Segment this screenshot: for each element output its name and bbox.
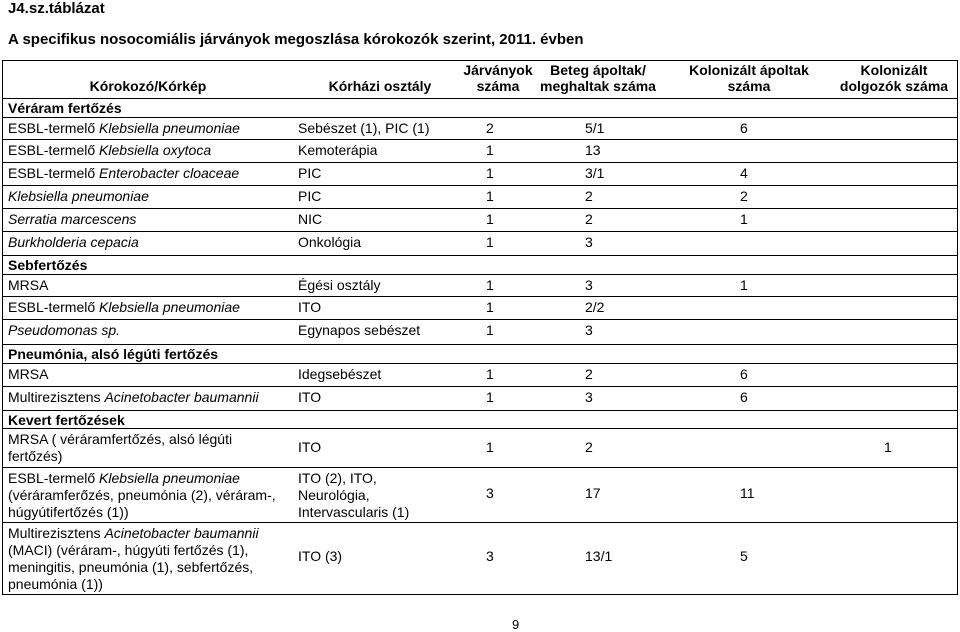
section-title: Véráram fertőzés <box>8 100 122 116</box>
header-patients <box>528 62 668 94</box>
pathogen-text: ESBL-termelő <box>8 165 100 181</box>
outbreaks-cell: 1 <box>486 277 494 293</box>
section-title: Pneumónia, alsó légúti fertőzés <box>8 346 219 362</box>
row-rule <box>2 231 958 232</box>
row-rule <box>2 467 958 468</box>
pathogen-text: Acinetobacter baumannii <box>104 389 259 405</box>
outbreaks-cell: 2 <box>486 120 494 136</box>
pathogen-text: (véráramferőzés, pneumónia (2), véráram-, húgyútifertőzés (1)) <box>8 487 276 520</box>
pathogen-text: MRSA ( véráramfertőzés, alsó légúti fertőzés) <box>8 431 233 464</box>
pathogen-text: MRSA <box>8 277 49 293</box>
patients-cell: 13/1 <box>585 548 613 564</box>
pathogen-text: Multirezisztens <box>8 389 105 405</box>
section-title: Kevert fertőzések <box>8 412 125 428</box>
table-title: A specifikus nosocomiális járványok megoszlása kórokozók szerint, 2011. évben <box>8 31 584 48</box>
pathogen-text: Enterobacter cloaceae <box>99 165 240 181</box>
col-patients-cell: 4 <box>740 165 748 181</box>
col-patients-cell: 1 <box>740 211 748 227</box>
ward-cell: Egynapos sebészet <box>298 322 421 338</box>
pathogen-cell <box>8 120 286 137</box>
outbreaks-cell: 3 <box>486 548 494 564</box>
pathogen-text: Klebsiella pneumoniae <box>99 299 240 315</box>
pathogen-cell <box>8 322 286 339</box>
pathogen-cell <box>8 234 286 251</box>
row-rule <box>2 386 958 387</box>
pathogen-text: Klebsiella pneumoniae <box>99 120 240 136</box>
pathogen-text: Klebsiella pneumoniae <box>8 188 149 204</box>
patients-cell: 3/1 <box>585 165 605 181</box>
row-rule <box>2 296 958 297</box>
section-rule <box>2 410 958 411</box>
ward-cell: Égési osztály <box>298 277 381 293</box>
outbreaks-cell: 1 <box>486 439 494 455</box>
ward-cell: ITO <box>298 299 322 315</box>
pathogen-text: ESBL-termelő <box>8 299 100 315</box>
pathogen-cell <box>8 525 286 593</box>
pathogen-text: Multirezisztens <box>8 525 105 541</box>
col-staff-cell: 1 <box>884 439 892 455</box>
row-rule <box>2 522 958 523</box>
header-outbreaks-line1: Járványok <box>463 62 533 78</box>
header-patients-line1: Beteg ápoltak/ <box>550 62 646 78</box>
col-patients-cell: 6 <box>740 120 748 136</box>
pathogen-cell <box>8 211 286 228</box>
ward-cell: ITO <box>298 389 322 405</box>
pathogen-text: ESBL-termelő <box>8 142 100 158</box>
header-ward: Kórházi osztály <box>328 78 432 94</box>
header-pathogen: Kórokozó/Kórkép <box>89 78 207 94</box>
col-patients-cell: 11 <box>740 485 755 501</box>
header-colonized-staff-line2: dolgozók száma <box>839 78 949 94</box>
row-rule <box>2 117 958 118</box>
pathogen-text: Serratia marcescens <box>8 211 137 227</box>
outbreaks-cell: 1 <box>486 234 494 250</box>
section-rule <box>2 255 958 256</box>
pathogen-text: Klebsiella pneumoniae <box>99 470 240 486</box>
outbreaks-cell: 1 <box>486 389 494 405</box>
outbreaks-cell: 3 <box>486 485 494 501</box>
outbreaks-cell: 1 <box>486 165 494 181</box>
ward-cell: PIC <box>298 188 322 204</box>
section-rule <box>2 344 958 345</box>
ward-cell: PIC <box>298 165 322 181</box>
section-rule <box>2 98 958 99</box>
row-rule <box>2 319 958 320</box>
patients-cell: 3 <box>585 277 593 293</box>
ward-cell: NIC <box>298 211 323 227</box>
pathogen-cell <box>8 431 286 465</box>
header-colonized-patients-line1: Kolonizált ápoltak <box>689 62 809 78</box>
row-rule <box>2 428 958 429</box>
pathogen-cell <box>8 277 286 294</box>
rule-bottom <box>2 594 958 595</box>
outbreaks-cell: 1 <box>486 142 494 158</box>
row-rule <box>2 185 958 186</box>
header-outbreaks-line2: száma <box>476 78 520 94</box>
outbreaks-cell: 1 <box>486 188 494 204</box>
patients-cell: 3 <box>585 234 593 250</box>
outbreaks-cell: 1 <box>486 299 494 315</box>
pathogen-text: ESBL-termelő <box>8 120 100 136</box>
pathogen-text: Acinetobacter baumannii <box>104 525 259 541</box>
row-rule <box>2 208 958 209</box>
pathogen-text: ESBL-termelő <box>8 470 100 486</box>
outbreaks-cell: 1 <box>486 322 494 338</box>
pathogen-cell <box>8 165 286 182</box>
header-colonized-patients <box>674 62 824 94</box>
pathogen-cell <box>8 366 286 383</box>
outbreaks-cell: 1 <box>486 366 494 382</box>
table-label: J4.sz.táblázat <box>8 0 105 17</box>
ward-cell: ITO <box>298 439 322 455</box>
pathogen-cell <box>8 188 286 205</box>
ward-cell: Onkológia <box>298 234 362 250</box>
pathogen-text: Burkholderia cepacia <box>8 234 139 250</box>
header-colonized-patients-line2: száma <box>727 78 771 94</box>
col-patients-cell: 2 <box>740 188 748 204</box>
patients-cell: 2 <box>585 439 593 455</box>
patients-cell: 13 <box>585 142 601 158</box>
col-patients-cell: 1 <box>740 277 748 293</box>
ward-cell: ITO (3) <box>298 548 343 564</box>
patients-cell: 5/1 <box>585 120 605 136</box>
rule-left <box>2 60 3 595</box>
page-number: 9 <box>512 617 520 632</box>
row-rule <box>2 363 958 364</box>
patients-cell: 3 <box>585 322 593 338</box>
patients-cell: 2 <box>585 211 593 227</box>
patients-cell: 17 <box>585 485 601 501</box>
patients-cell: 2 <box>585 188 593 204</box>
patients-cell: 2/2 <box>585 299 605 315</box>
header-colonized-staff-line1: Kolonizált <box>860 62 928 78</box>
ward-cell: Sebészet (1), PIC (1) <box>298 120 430 136</box>
pathogen-cell <box>8 470 286 521</box>
rule-right <box>957 60 958 595</box>
pathogen-cell <box>8 142 286 159</box>
rule-top <box>2 60 958 61</box>
col-patients-cell: 6 <box>740 389 748 405</box>
col-patients-cell: 5 <box>740 548 748 564</box>
ward-cell: ITO (2), ITO, Neurológia, Intervascularis (1) <box>298 470 410 520</box>
patients-cell: 2 <box>585 366 593 382</box>
pathogen-text: MRSA <box>8 366 49 382</box>
outbreaks-cell: 1 <box>486 211 494 227</box>
ward-cell: Kemoterápia <box>298 142 378 158</box>
pathogen-text: (MACI) (véráram-, húgyúti fertőzés (1), meningitis, pneumónia (1), sebfertőzés, pneumónia (1)) <box>8 542 254 592</box>
header-patients-line2: meghaltak száma <box>540 78 656 94</box>
section-title: Sebfertőzés <box>8 257 88 273</box>
header-colonized-staff <box>832 62 956 94</box>
patients-cell: 3 <box>585 389 593 405</box>
row-rule <box>2 162 958 163</box>
pathogen-cell <box>8 299 286 316</box>
row-rule <box>2 274 958 275</box>
pathogen-cell <box>8 389 286 406</box>
pathogen-text: Pseudomonas sp. <box>8 322 121 338</box>
ward-cell: Idegsebészet <box>298 366 382 382</box>
col-patients-cell: 6 <box>740 366 748 382</box>
pathogen-text: Klebsiella oxytoca <box>99 142 212 158</box>
row-rule <box>2 139 958 140</box>
